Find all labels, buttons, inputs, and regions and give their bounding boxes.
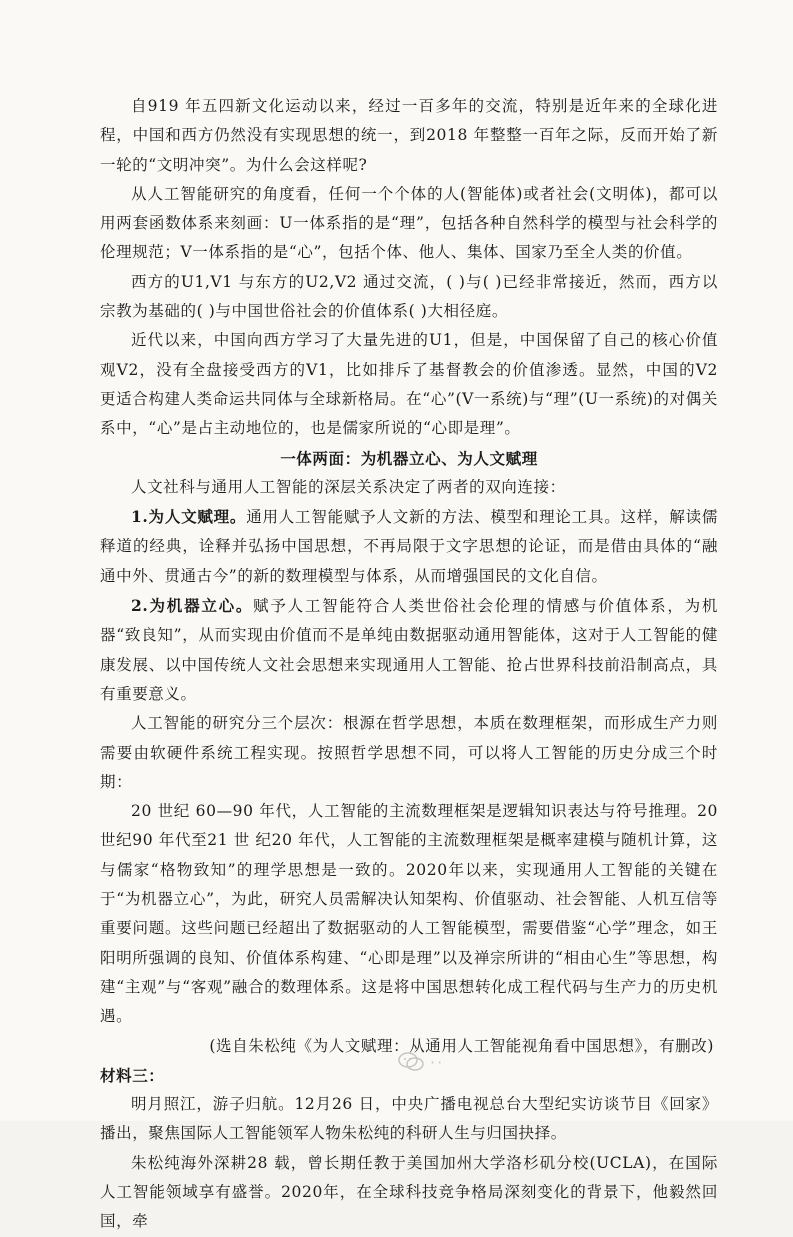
paragraph-6: 20 世纪 60—90 年代，人工智能的主流数理框架是逻辑知识表达与符号推理。20世纪90 年代至21 世 纪20 年代，人工智能的主流数理框架是概率建模与随机计算，这与儒家“格物致知”的理学思想是一致的。2020年以来，实现通用人工智能的关键在于“为机器立心”，为此，研究人员需解决认知架构、价值驱动、社会智能、人机互信等重要问题。这些问题已经超出了数据驱动的人工智能模型，需要借鉴“心学”理念，如王阳明所强调的良知、价值体系构建、“心即是理”以及禅宗所讲的“相由心生”等思想，构建“主观”与“客观”融合的数理体系。这是将中国思想转化成工程代码与生产力的历史机遇。: [100, 802, 718, 1026]
paragraph-1: 自919 年五四新文化运动以来，经过一百多年的交流，特别是近年来的全球化进程，中国和西方仍然没有实现思想的统一，到2018 年整整一百年之际，反而开始了新一轮的“文明冲突”。为什么会这样呢?: [100, 97, 718, 174]
point-1-text: 通用人工智能赋予人文新的方法、模型和理论工具。这样，解读儒释道的经典，诠释并弘扬中国思想，不再局限于文字思想的论证，而是借由具体的“融通中外、贯通古今”的新的数理模型与体系，从而增强国民的文化自信。: [100, 508, 719, 585]
paragraph-4: 近代以来，中国向西方学习了大量先进的U1，但是，中国保留了自己的核心价值观V2，没有全盘接受西方的V1，比如排斥了基督教会的价值渗透。显然，中国的V2 更适合构建人类命运共同体与全球新格局。在“心”(V一系统)与“理”(U一系统)的对偶关系中，“心”是占主动地位的，也是儒家所说的“心即是理”。: [100, 331, 718, 438]
point-2: [100, 591, 718, 709]
watermark-dots: ··: [430, 1052, 445, 1072]
paragraph-2: 从人工智能研究的角度看，任何一个个体的人(智能体)或者社会(文明体)，都可以用两套函数体系来刻画：U一体系指的是“理”，包括各种自然科学的模型与社会科学的伦理规范；V一体系指的是“心”，包括个体、他人、集体、国家乃至全人类的价值。: [100, 184, 718, 262]
point-1: [100, 502, 718, 591]
point-1-label: 1.为人文赋理。: [131, 507, 247, 527]
wechat-icon: [398, 1052, 424, 1072]
section-heading: 一体两面：为机器立心、为人文赋理: [280, 448, 538, 468]
paragraph-5: 人工智能的研究分三个层次：根源在哲学思想，本质在数理框架，而形成生产力则需要由软硬件系统工程实现。按照哲学思想不同，可以将人工智能的历史分成三个时期：: [100, 714, 718, 791]
section-intro: 人文社科与通用人工智能的深层关系决定了两者的双向连接：: [131, 477, 566, 496]
paragraph-3: 西方的U1,V1 与东方的U2,V2 通过交流，( )与( )已经非常接近，然而，西方以宗教为基础的( )与中国世俗社会的价值体系( )大相径庭。: [100, 272, 718, 321]
material-3-label: 材料三：: [100, 1065, 165, 1085]
material-3-paragraph-2: 朱松纯海外深耕28 载，曾长期任教于美国加州大学洛杉矶分校(UCLA)，在国际人工智能领域享有盛誉。2020年，在全球科技竞争格局深刻变化的背景下，他毅然回国，牵: [100, 1153, 718, 1231]
watermark: [398, 1044, 468, 1080]
point-2-text: 赋予人工智能符合人类世俗社会伦理的情感与价值体系，为机器“致良知”，从而实现由价值而不是单纯由数据驱动通用智能体，这对于人工智能的健康发展、以中国传统人文社会思想来实现通用人工智能、抢占世界科技前沿制高点，具有重要意义。: [100, 597, 718, 703]
source-note: (选自朱松纯《为人文赋理：从通用人工智能视角看中国思想》，有删改): [209, 1036, 714, 1055]
point-2-label: 2.为机器立心。: [131, 596, 254, 616]
material-3-paragraph-1: 明月照江，游子归航。12月26 日，中央广播电视总台大型纪实访谈节目《回家》播出，聚焦国际人工智能领军人物朱松纯的科研人生与归国抉择。: [100, 1095, 718, 1143]
